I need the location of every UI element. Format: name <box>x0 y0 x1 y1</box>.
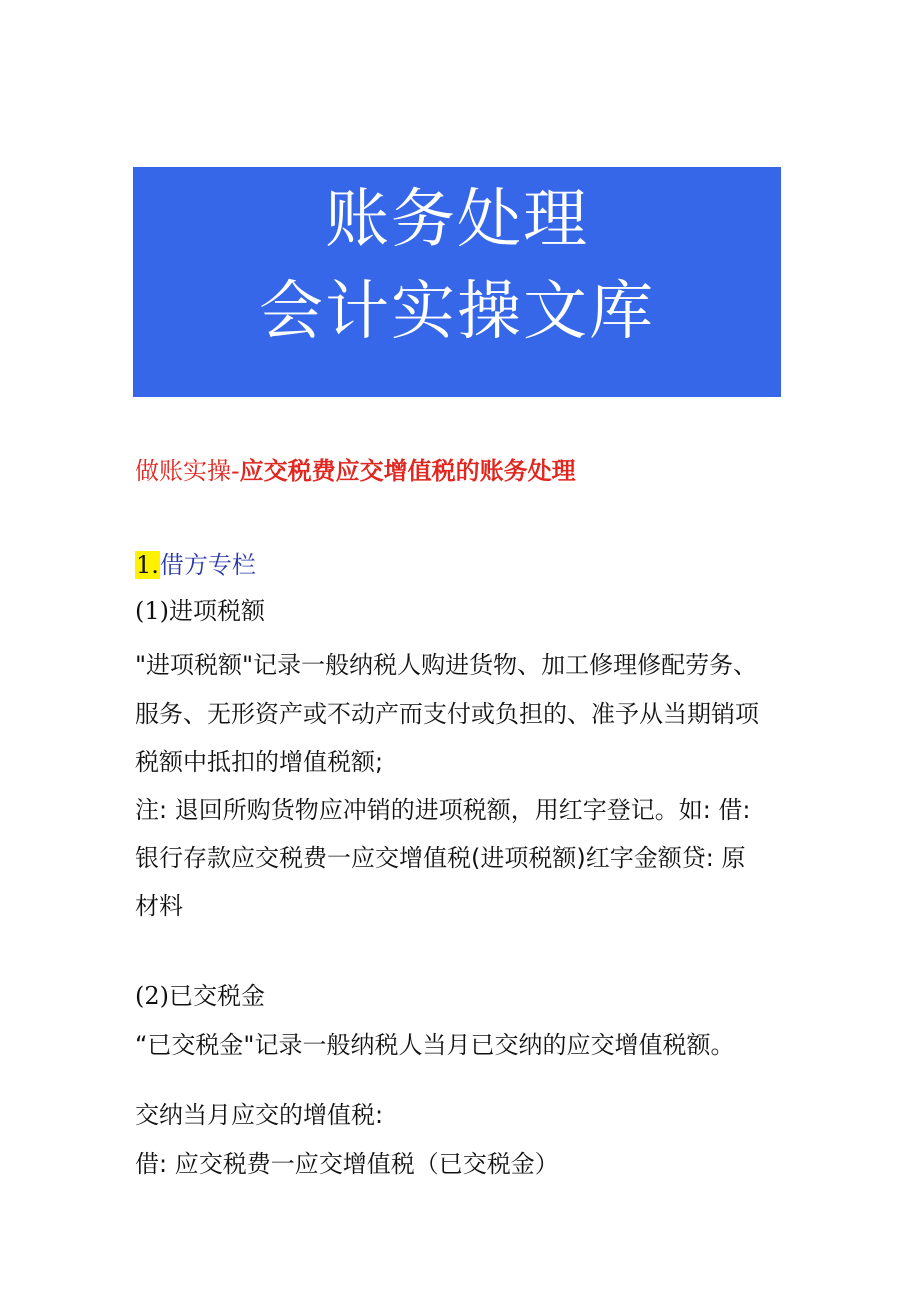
banner-title-line-2: 会计实操文库 <box>259 275 655 349</box>
subheading-input-tax <box>135 592 265 630</box>
paragraph-line: “已交税金"记录一般纳税人当月已交纳的应交增值税额。 <box>135 1031 735 1059</box>
paragraph-line: "进项税额"记录一般纳税人购进货物、加工修理修配劳务、 <box>135 651 758 679</box>
note-line: 注: 退回所购货物应冲销的进项税额，用红字登记。如: 借: <box>135 796 751 824</box>
subheading-number: (2) <box>135 982 169 1010</box>
section-heading-debit <box>135 546 256 584</box>
document-title-prefix: 做账实操- <box>135 457 240 485</box>
note-line: 银行存款应交税费一应交增值税(进项税额)红字金额贷: 原 <box>135 844 746 872</box>
banner-title-line-1: 账务处理 <box>325 183 589 257</box>
subheading-label: 进项税额 <box>169 597 265 625</box>
paragraph-line: 借: 应交税费一应交增值税（已交税金） <box>135 1150 559 1178</box>
subheading-number: (1) <box>135 597 169 625</box>
note-line: 材料 <box>135 892 183 920</box>
section-label: 借方专栏 <box>159 551 256 579</box>
subheading-label: 已交税金 <box>169 982 265 1010</box>
document-title <box>135 453 576 489</box>
section-number: 1. <box>136 551 159 579</box>
paragraph-line: 交纳当月应交的增值税: <box>135 1101 384 1129</box>
subheading-tax-paid <box>135 977 265 1015</box>
document-title-main: 应交税费应交增值税的账务处理 <box>239 457 576 485</box>
header-banner <box>133 167 781 397</box>
paragraph-line: 服务、无形资产或不动产而支付或负担的、准予从当期销项 <box>135 700 759 728</box>
paragraph-line: 税额中抵扣的增值税额; <box>135 748 384 776</box>
